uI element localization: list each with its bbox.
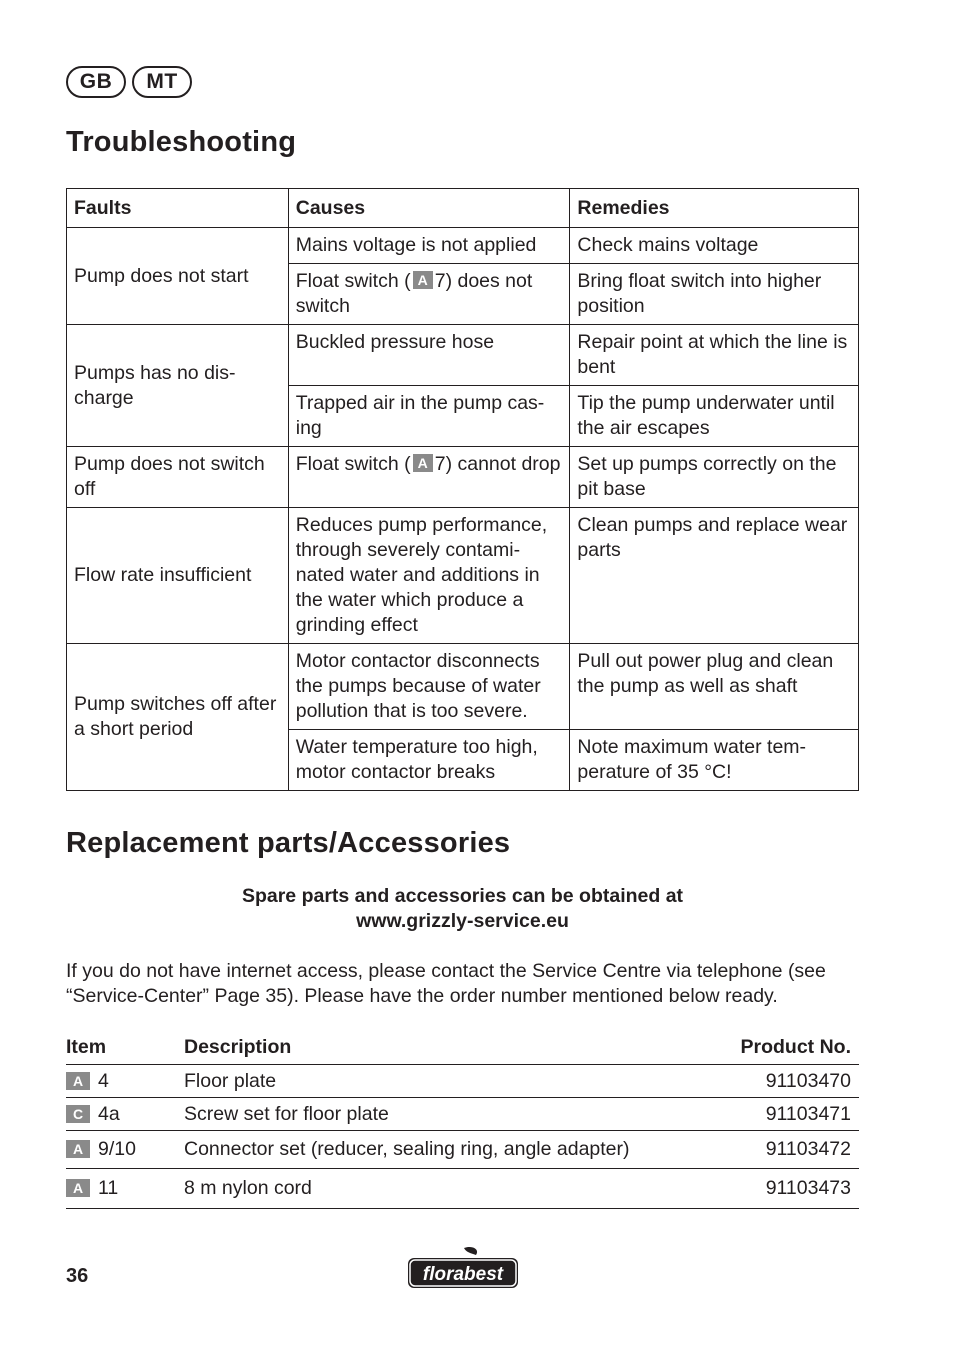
description-cell: Floor plate xyxy=(184,1065,699,1098)
table-header-row xyxy=(67,189,859,228)
remedy-cell: Set up pumps correctly on the pit base xyxy=(570,447,859,508)
product-no-cell: 91103470 xyxy=(699,1065,859,1098)
table-row xyxy=(67,325,859,386)
remedy-cell: Bring float switch into higher position xyxy=(570,264,859,325)
description-header: Description xyxy=(184,1030,699,1065)
remedies-header: Remedies xyxy=(570,189,859,228)
remedy-cell: Repair point at which the line is bent xyxy=(570,325,859,386)
figure-ref-badge: C xyxy=(66,1105,90,1123)
faults-header: Faults xyxy=(67,189,289,228)
cause-cell: Motor contactor disconnects the pumps because of water pollution that is too severe. xyxy=(288,644,570,730)
cause-cell: Reduces pump performance, through severely contami- nated water and additions in the water which produce a grinding effect xyxy=(288,508,570,644)
cause-cell: Water temperature too high, motor contactor breaks xyxy=(288,730,570,791)
item-number: 4a xyxy=(98,1102,120,1125)
product-no-cell: 91103471 xyxy=(699,1098,859,1131)
item-cell xyxy=(66,1169,184,1209)
item-header: Item xyxy=(66,1030,184,1065)
florabest-logo xyxy=(406,1246,520,1290)
lang-badge-mt: MT xyxy=(132,66,192,98)
cause-cell: Buckled pressure hose xyxy=(288,325,570,386)
item-number: 9/10 xyxy=(98,1138,136,1160)
fault-cell: Pumps has no dis- charge xyxy=(67,325,289,447)
product-no-cell: 91103472 xyxy=(699,1131,859,1169)
table-row xyxy=(66,1131,859,1169)
remedy-cell: Pull out power plug and clean the pump as well as shaft xyxy=(570,644,859,730)
remedy-cell: Check mains voltage xyxy=(570,228,859,264)
language-badges xyxy=(66,66,192,98)
figure-ref-badge: A xyxy=(66,1072,90,1090)
table-row xyxy=(67,644,859,730)
parts-info-line1: Spare parts and accessories can be obtained at xyxy=(241,885,684,907)
cause-cell xyxy=(288,447,570,508)
lang-badge-gb: GB xyxy=(66,66,126,98)
parts-info xyxy=(66,884,859,934)
remedy-cell: Tip the pump underwater until the air escapes xyxy=(570,386,859,447)
item-number: 4 xyxy=(98,1069,109,1092)
service-url[interactable]: www.grizzly-service.eu xyxy=(356,910,569,932)
parts-body xyxy=(66,1065,859,1209)
figure-ref-badge: A xyxy=(413,271,433,289)
cause-cell: Mains voltage is not applied xyxy=(288,228,570,264)
item-cell xyxy=(66,1098,184,1131)
table-row xyxy=(66,1065,859,1098)
svg-text:florabest: florabest xyxy=(422,1264,504,1285)
troubleshooting-body xyxy=(67,228,859,791)
description-cell: Connector set (reducer, sealing ring, angle adapter) xyxy=(184,1131,699,1169)
remedy-cell: Note maximum water tem- perature of 35 °C! xyxy=(570,730,859,791)
item-number: 11 xyxy=(98,1177,119,1199)
figure-ref-badge: A xyxy=(66,1179,90,1197)
table-row xyxy=(66,1169,859,1209)
fault-cell: Pump does not switch off xyxy=(67,447,289,508)
parts-heading: Replacement parts/Accessories xyxy=(66,827,511,859)
figure-ref-badge: A xyxy=(413,454,433,472)
cause-cell xyxy=(288,264,570,325)
fault-cell: Pump switches off after a short period xyxy=(67,644,289,791)
parts-header-row xyxy=(66,1030,859,1065)
description-cell: 8 m nylon cord xyxy=(184,1169,699,1209)
figure-ref-badge: A xyxy=(66,1140,90,1158)
page-number: 36 xyxy=(66,1265,89,1287)
parts-intro: If you do not have internet access, please contact the Service Centre via telephone (see “Service-Center” Page 35). Please have the order number mentioned below ready. xyxy=(66,960,826,1007)
cause-text: Float switch ( xyxy=(295,453,411,475)
item-cell xyxy=(66,1131,184,1169)
remedy-cell: Clean pumps and replace wear parts xyxy=(570,508,859,644)
cause-cell: Trapped air in the pump cas- ing xyxy=(288,386,570,447)
fault-cell: Pump does not start xyxy=(67,228,289,325)
causes-header: Causes xyxy=(288,189,570,228)
product-no-header: Product No. xyxy=(699,1030,859,1065)
troubleshooting-table xyxy=(66,188,859,791)
table-row xyxy=(67,228,859,264)
item-cell xyxy=(66,1065,184,1098)
parts-table xyxy=(66,1030,859,1209)
product-no-cell: 91103473 xyxy=(699,1169,859,1209)
table-row xyxy=(67,508,859,644)
troubleshooting-heading: Troubleshooting xyxy=(66,126,297,158)
fault-cell: Flow rate insufficient xyxy=(67,508,289,644)
table-row xyxy=(67,447,859,508)
cause-text: 7) does not switch xyxy=(295,270,533,317)
table-row xyxy=(66,1098,859,1131)
cause-text: Float switch ( xyxy=(295,270,411,292)
description-cell: Screw set for floor plate xyxy=(184,1098,699,1131)
cause-text: 7) cannot drop xyxy=(434,453,561,475)
